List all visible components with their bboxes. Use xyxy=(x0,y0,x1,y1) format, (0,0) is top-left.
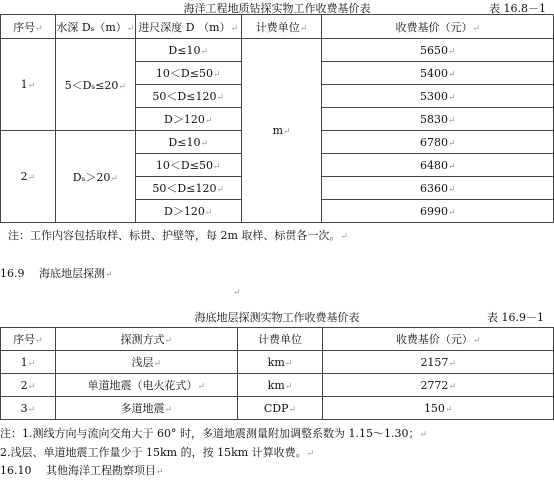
header-no: 序号↵ xyxy=(1,328,56,351)
header-unit: 计费单位↵ xyxy=(241,15,322,39)
depth-cell: D＞120↵ xyxy=(135,200,241,223)
price-cell: 6990↵ xyxy=(322,200,554,223)
section-heading-16-10: 16.10 其他海洋工程勘察项目↵ xyxy=(0,464,164,477)
table2-note-2: 2.浅层、单道地震工作量少于 15km 的，按 15km 计算收费。↵ xyxy=(0,446,315,459)
group-water-depth: 5＜Dₛ≤20↵ xyxy=(55,39,135,131)
table1-title: 海洋工程地质钻探实物工作收费基价表 xyxy=(183,2,371,15)
group-no: 2↵ xyxy=(1,131,56,223)
row-no: 3↵ xyxy=(1,397,56,420)
price-cell: 150↵ xyxy=(323,397,554,420)
depth-cell: 50＜D≤120↵ xyxy=(135,85,241,108)
table-row xyxy=(1,351,554,374)
price-cell: 2157↵ xyxy=(323,351,554,374)
method-cell: 单道地震（电火花式）↵ xyxy=(55,374,237,397)
paragraph-mark: ↵ xyxy=(233,288,241,298)
method-cell: 多道地震↵ xyxy=(55,397,237,420)
price-cell: 5650↵ xyxy=(322,39,554,62)
method-cell: 浅层↵ xyxy=(55,351,237,374)
price-cell: 5830↵ xyxy=(322,108,554,131)
drilling-price-table xyxy=(0,14,554,223)
depth-cell: D≤10↵ xyxy=(135,131,241,154)
row-no: 1↵ xyxy=(1,351,56,374)
unit-cell: CDP↵ xyxy=(237,397,323,420)
header-price: 收费基价（元）↵ xyxy=(323,328,554,351)
table-row xyxy=(1,39,554,62)
price-cell: 6360↵ xyxy=(322,177,554,200)
table-row xyxy=(1,374,554,397)
table-row xyxy=(1,397,554,420)
unit-cell: km↵ xyxy=(237,351,323,374)
table2-title: 海底地层探测实物工作收费基价表 xyxy=(194,311,360,324)
header-unit: 计费单位 xyxy=(237,328,323,351)
unit-cell: km↵ xyxy=(237,374,323,397)
seabed-survey-price-table xyxy=(0,327,554,420)
depth-cell: 50＜D≤120↵ xyxy=(135,177,241,200)
group-water-depth: Dₛ＞20↵ xyxy=(55,131,135,223)
header-water-depth: 水深 Dₛ（m）↵ xyxy=(55,15,135,39)
header-method: 探测方式↵ xyxy=(55,328,237,351)
price-cell: 2772↵ xyxy=(323,374,554,397)
table2-number: 表 16.9－1 xyxy=(487,311,544,324)
section-heading-16-9: 16.9 海底地层探测↵ xyxy=(0,267,113,280)
unit-cell: m↵ xyxy=(241,39,322,223)
depth-cell: 10＜D≤50↵ xyxy=(135,62,241,85)
table-header-row xyxy=(1,328,554,351)
group-no: 1↵ xyxy=(1,39,56,131)
price-cell: 5300↵ xyxy=(322,85,554,108)
table2-note-1: 注：1.测线方向与流向交角大于 60° 时，多道地震测量附加调整系数为 1.15～1.30；↵ xyxy=(0,427,428,440)
header-price: 收费基价（元）↵ xyxy=(322,15,554,39)
depth-cell: 10＜D≤50↵ xyxy=(135,154,241,177)
price-cell: 6780↵ xyxy=(322,131,554,154)
price-cell: 6480↵ xyxy=(322,154,554,177)
row-no: 2↵ xyxy=(1,374,56,397)
header-no: 序号↵ xyxy=(1,15,56,39)
header-drill-depth: 进尺深度 D （m）↵ xyxy=(135,15,241,39)
depth-cell: D≤10↵ xyxy=(135,39,241,62)
table1-note: 注：工作内容包括取样、标贯、护壁等，每 2m 取样、标贯各一次。↵ xyxy=(8,229,348,242)
depth-cell: D＞120↵ xyxy=(135,108,241,131)
table-header-row xyxy=(1,15,554,39)
table1-number: 表 16.8－1 xyxy=(489,2,546,15)
price-cell: 5400↵ xyxy=(322,62,554,85)
